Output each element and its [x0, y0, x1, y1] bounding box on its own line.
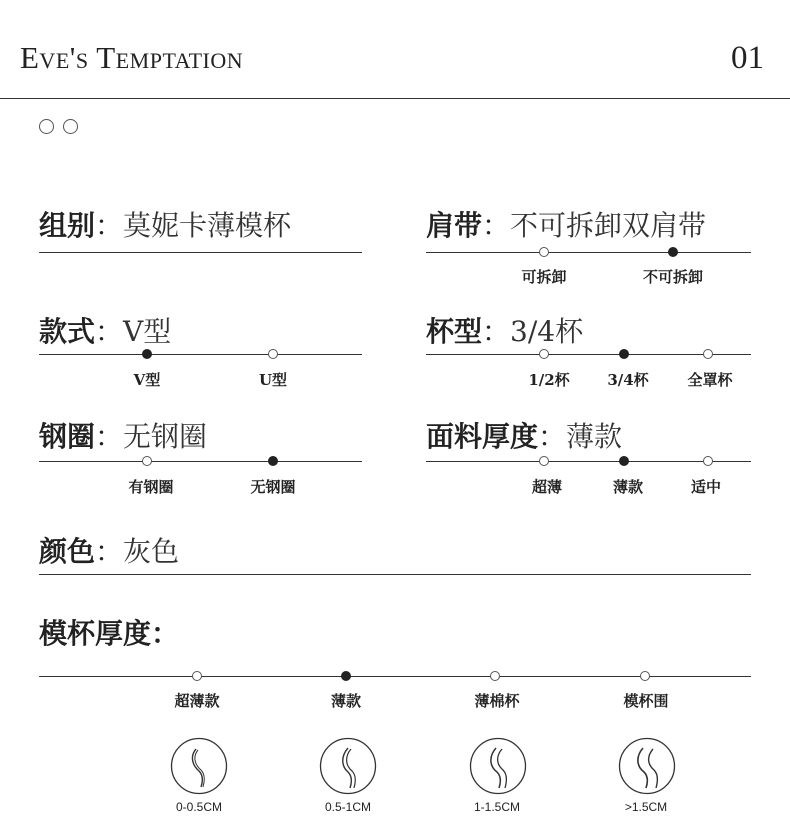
attr-value: 薄款 — [566, 420, 623, 453]
strap-option-dot — [539, 247, 549, 257]
underwire-option-label: 无钢圈 — [250, 478, 296, 496]
strap-scale-line — [426, 252, 751, 253]
cup-thickness-range: 0.5-1CM — [324, 800, 372, 814]
cup-type-option-dot — [703, 349, 713, 359]
attr-value: V型 — [123, 315, 172, 348]
attr-key: 颜色 — [39, 535, 96, 568]
underwire-option-dot-selected — [268, 456, 278, 466]
cup-thickness-label: 超薄款 — [174, 692, 220, 710]
attr-colon: ： — [95, 209, 124, 242]
attr-strap — [426, 204, 706, 244]
style-scale-line — [39, 354, 362, 355]
cup-type-option-dot-selected — [619, 349, 629, 359]
style-option-dot-selected — [142, 349, 152, 359]
molded-cup-icon — [618, 737, 676, 795]
decorative-circle-icon — [63, 119, 78, 134]
page-number: 01 — [731, 40, 764, 76]
thin-cup-icon — [170, 737, 228, 795]
decorative-circle-icon — [39, 119, 54, 134]
attr-value: 不可拆卸双肩带 — [510, 209, 707, 242]
cup-thickness-range: >1.5CM — [624, 800, 668, 814]
cup-thickness-dot — [192, 671, 202, 681]
attr-value: 灰色 — [123, 535, 180, 568]
fabric-option-label: 适中 — [690, 478, 722, 496]
cup-thickness-dot — [490, 671, 500, 681]
attr-colon: ： — [482, 209, 511, 242]
attr-color — [39, 530, 179, 570]
cup-type-option-label: 1/2杯 — [528, 371, 570, 389]
underwire-option-dot — [142, 456, 152, 466]
attr-underwire — [39, 415, 207, 455]
group-underline — [39, 252, 362, 253]
fabric-option-dot — [703, 456, 713, 466]
attr-key: 组别 — [39, 209, 96, 242]
attr-group — [39, 204, 291, 244]
attr-colon: ： — [482, 315, 511, 348]
attr-key: 款式 — [39, 315, 96, 348]
style-option-label: V型 — [133, 371, 161, 389]
cup-thickness-range: 0-0.5CM — [175, 800, 223, 814]
style-option-dot — [268, 349, 278, 359]
cup-type-option-dot — [539, 349, 549, 359]
cotton-cup-icon — [469, 737, 527, 795]
attr-colon: ： — [95, 420, 124, 453]
brand-name: Eve's Temptation — [20, 40, 244, 75]
header-divider — [0, 98, 790, 99]
attr-colon: ： — [95, 315, 124, 348]
cup-thickness-label: 模杯围 — [623, 692, 669, 710]
attr-value: 莫妮卡薄模杯 — [123, 209, 292, 242]
attr-fabric-thickness — [426, 415, 622, 455]
strap-option-label: 可拆卸 — [521, 268, 567, 286]
style-option-label: U型 — [258, 371, 288, 389]
attr-colon: ： — [95, 535, 124, 568]
cup-thickness-label: 薄款 — [330, 692, 362, 710]
strap-option-label: 不可拆卸 — [642, 268, 704, 286]
underwire-option-label: 有钢圈 — [128, 478, 174, 496]
fabric-option-label: 超薄 — [531, 478, 563, 496]
attr-key: 钢圈 — [39, 420, 96, 453]
thin-cup-icon — [319, 737, 377, 795]
attr-value: 3/4杯 — [510, 315, 584, 348]
cup-thickness-label: 薄棉杯 — [474, 692, 520, 710]
attr-colon: ： — [538, 420, 567, 453]
cup-thickness-range: 1-1.5CM — [473, 800, 521, 814]
fabric-option-dot-selected — [619, 456, 629, 466]
fabric-option-label: 薄款 — [612, 478, 644, 496]
strap-option-dot-selected — [668, 247, 678, 257]
cup-type-option-label: 3/4杯 — [607, 371, 649, 389]
color-underline — [39, 574, 751, 575]
fabric-option-dot — [539, 456, 549, 466]
cup-thickness-dot-selected — [341, 671, 351, 681]
attr-cup-type — [426, 310, 583, 350]
cup-thickness-title: 模杯厚度： — [39, 617, 180, 650]
underwire-scale-line — [39, 461, 362, 462]
cup-type-option-label: 全罩杯 — [687, 371, 733, 389]
attr-style — [39, 310, 171, 350]
attr-key: 杯型 — [426, 315, 483, 348]
cup-thickness-dot — [640, 671, 650, 681]
attr-value: 无钢圈 — [123, 420, 208, 453]
attr-key: 面料厚度 — [426, 420, 539, 453]
attr-key: 肩带 — [426, 209, 483, 242]
